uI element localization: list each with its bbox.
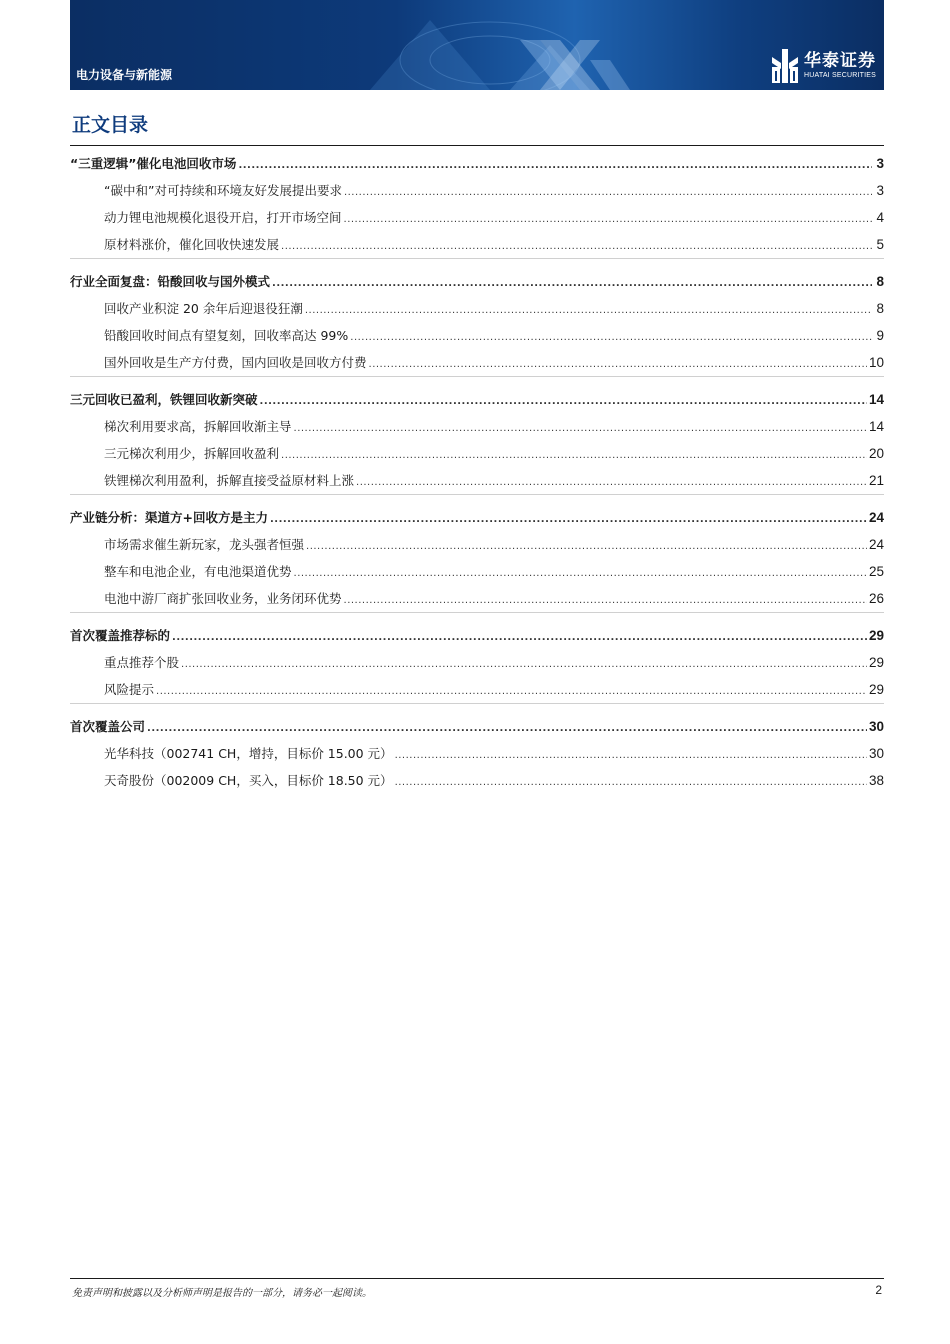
toc-dot-leader — [344, 179, 872, 206]
toc-subsection-entry[interactable] — [70, 676, 884, 703]
toc-subsection-entry[interactable] — [70, 204, 884, 231]
toc-dot-leader — [147, 715, 867, 742]
toc-entry-label: 电池中游厂商扩张回收业务，业务闭环优势 — [104, 591, 342, 606]
toc-entry-label: 回收产业积淀 20 余年后迎退役狂潮 — [104, 301, 303, 316]
toc-entry-label: 行业全面复盘：铅酸回收与国外模式 — [70, 274, 271, 289]
toc-dot-leader — [356, 469, 867, 496]
toc-page-number: 20 — [868, 446, 884, 461]
toc-dot-leader — [270, 506, 867, 533]
toc-dot-leader — [172, 624, 867, 651]
toc-subsection-entry[interactable] — [70, 467, 884, 494]
toc-dot-leader — [260, 388, 867, 415]
toc-dot-leader — [272, 270, 872, 297]
brand-lockup — [772, 49, 876, 83]
toc-dot-leader — [281, 442, 867, 469]
toc-subsection-entry[interactable] — [70, 231, 884, 258]
toc-dot-leader — [238, 152, 872, 179]
toc-page-number: 30 — [868, 746, 884, 761]
toc-entry-label: 首次覆盖公司 — [70, 719, 146, 734]
toc-page-number: 3 — [876, 156, 884, 171]
brand-name-en: HUATAI SECURITIES — [804, 72, 876, 79]
toc-page-number: 3 — [876, 183, 884, 198]
toc-entry-label: 三元梯次利用少，拆解回收盈利 — [104, 446, 280, 461]
toc-entry-label: 市场需求催生新玩家，龙头强者恒强 — [104, 537, 305, 552]
toc-subsection-entry[interactable] — [70, 322, 884, 349]
toc-page-number: 24 — [868, 510, 884, 525]
brand-name-cn: 华泰证券 — [804, 51, 876, 71]
toc-entry-label: 首次覆盖推荐标的 — [70, 628, 171, 643]
toc-page-number: 38 — [868, 773, 884, 788]
toc-page-number: 21 — [868, 473, 884, 488]
toc-page-number: 8 — [876, 274, 884, 289]
toc-page-number: 30 — [868, 719, 884, 734]
toc-page-number: 29 — [868, 655, 884, 670]
toc-entry-label: “碳中和”对可持续和环境友好发展提出要求 — [104, 183, 342, 198]
toc-entry-label: “三重逻辑”催化电池回收市场 — [70, 156, 237, 171]
toc-dot-leader — [395, 742, 867, 769]
toc-entry-label: 整车和电池企业，有电池渠道优势 — [104, 564, 292, 579]
toc-entry-label: 梯次利用要求高，拆解回收渐主导 — [104, 419, 292, 434]
toc-page-number: 4 — [876, 210, 884, 225]
toc-entry-label: 国外回收是生产方付费，国内回收是回收方付费 — [104, 355, 367, 370]
toc-subsection-entry[interactable] — [70, 767, 884, 794]
toc-dot-leader — [369, 351, 867, 378]
toc-entry-label: 原材料涨价，催化回收快速发展 — [104, 237, 280, 252]
toc-dot-leader — [344, 206, 872, 233]
footer-divider — [70, 1278, 884, 1279]
toc-subsection-entry[interactable] — [70, 440, 884, 467]
huatai-logo-icon — [772, 49, 798, 83]
toc-page-number: 29 — [868, 682, 884, 697]
toc-section-entry[interactable] — [70, 268, 884, 295]
toc-dot-leader — [350, 324, 872, 351]
toc-page-number: 24 — [868, 537, 884, 552]
toc-entry-label: 重点推荐个股 — [104, 655, 180, 670]
toc-page-number: 8 — [876, 301, 884, 316]
toc-page-number: 14 — [868, 419, 884, 434]
toc-page-number: 10 — [868, 355, 884, 370]
toc-section-entry[interactable] — [70, 504, 884, 531]
banner-decoration — [70, 0, 884, 90]
toc-page-number: 5 — [876, 237, 884, 252]
toc-subsection-entry[interactable] — [70, 585, 884, 612]
table-of-contents — [70, 150, 884, 794]
toc-entry-label: 产业链分析：渠道方+回收方是主力 — [70, 510, 268, 525]
footer-disclaimer: 免责声明和披露以及分析师声明是报告的一部分，请务必一起阅读。 — [72, 1288, 372, 1299]
sector-label: 电力设备与新能源 — [76, 68, 173, 82]
toc-dot-leader — [181, 651, 867, 678]
toc-page-number: 29 — [868, 628, 884, 643]
toc-dot-leader — [294, 415, 867, 442]
toc-dot-leader — [156, 678, 867, 705]
toc-subsection-entry[interactable] — [70, 558, 884, 585]
toc-section-entry[interactable] — [70, 622, 884, 649]
toc-page-number: 25 — [868, 564, 884, 579]
toc-section-entry[interactable] — [70, 713, 884, 740]
toc-subsection-entry[interactable] — [70, 349, 884, 376]
toc-dot-leader — [306, 533, 867, 560]
toc-entry-label: 铁锂梯次利用盈利，拆解直接受益原材料上涨 — [104, 473, 355, 488]
toc-page-number: 14 — [868, 392, 884, 407]
toc-subsection-entry[interactable] — [70, 649, 884, 676]
toc-section-entry[interactable] — [70, 386, 884, 413]
toc-subsection-entry[interactable] — [70, 295, 884, 322]
toc-dot-leader — [281, 233, 872, 260]
toc-dot-leader — [305, 297, 872, 324]
page-title: 正文目录 — [72, 114, 149, 136]
toc-entry-label: 光华科技（002741 CH，增持，目标价 15.00 元） — [104, 746, 393, 761]
header-banner — [70, 0, 884, 90]
toc-page-number: 26 — [868, 591, 884, 606]
toc-dot-leader — [344, 587, 867, 614]
toc-dot-leader — [294, 560, 867, 587]
toc-subsection-entry[interactable] — [70, 740, 884, 767]
toc-subsection-entry[interactable] — [70, 177, 884, 204]
toc-entry-label: 铅酸回收时间点有望复刻，回收率高达 99% — [104, 328, 349, 343]
toc-entry-label: 风险提示 — [104, 682, 155, 697]
toc-subsection-entry[interactable] — [70, 531, 884, 558]
toc-entry-label: 天奇股份（002009 CH，买入，目标价 18.50 元） — [104, 773, 393, 788]
toc-section-entry[interactable] — [70, 150, 884, 177]
toc-subsection-entry[interactable] — [70, 413, 884, 440]
toc-entry-label: 动力锂电池规模化退役开启，打开市场空间 — [104, 210, 342, 225]
toc-entry-label: 三元回收已盈利，铁锂回收新突破 — [70, 392, 258, 407]
toc-dot-leader — [395, 769, 867, 796]
toc-page-number: 9 — [876, 328, 884, 343]
title-divider — [70, 145, 884, 146]
page-number: 2 — [875, 1283, 882, 1297]
